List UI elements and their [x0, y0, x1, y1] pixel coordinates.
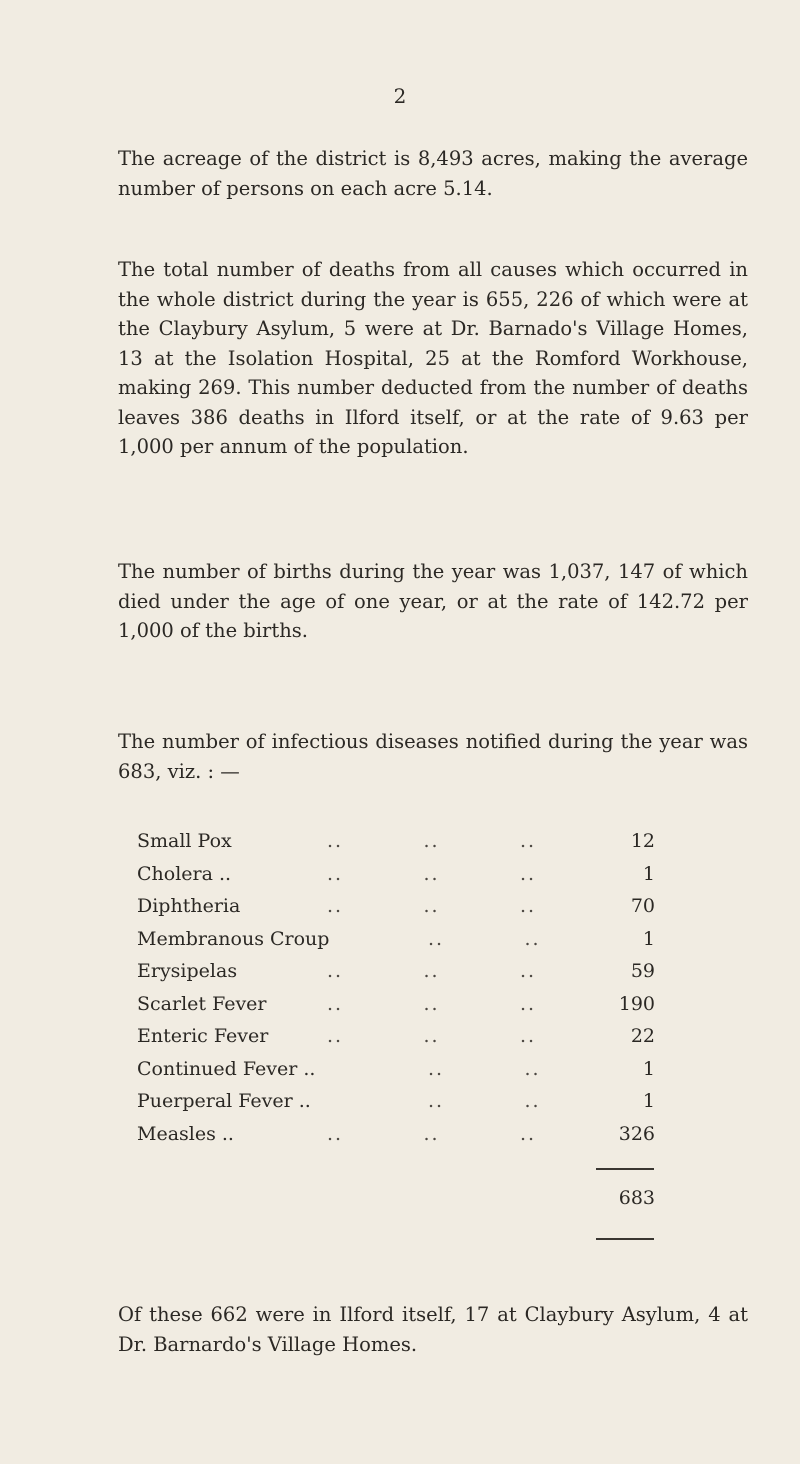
leader-dots: .. .. ..	[327, 830, 537, 852]
disease-name: Diphtheria	[137, 895, 241, 917]
leader-dots: .. .. ..	[327, 862, 537, 885]
page-number: 2	[393, 84, 407, 108]
sum-rule-top	[596, 1168, 654, 1170]
disease-count: 326	[618, 1122, 655, 1145]
deaths-paragraph: The total number of deaths from all causes which occurred in the whole district during the year is 655, 226 of which were at the Claybury Asylum, 5 were at Dr. Barnado's Village Homes, 13 at the Isolation Hospital, 25 at the Romford Workhouse, making 269. This number deducted from the number of deaths leaves 386 deaths in Ilford itself, or at the rate of 9.63 per 1,000 per annum of the population.	[118, 258, 748, 458]
leader-dots: .. ..	[428, 1057, 541, 1080]
leader-dots: .. .. ..	[327, 1122, 537, 1145]
disease-count: 70	[630, 895, 655, 917]
leader-dots: .. ..	[428, 1090, 541, 1112]
disease-count: 22	[630, 1025, 655, 1047]
disease-row	[137, 1123, 657, 1156]
disease-name: Small Pox	[137, 830, 232, 852]
leader-dots: .. .. ..	[327, 992, 537, 1015]
leader-dots: .. ..	[428, 927, 541, 950]
disease-row	[137, 1025, 657, 1058]
disease-row	[137, 863, 657, 896]
total-count: 683	[618, 1187, 655, 1209]
disease-count: 59	[630, 960, 655, 982]
disease-name: Continued Fever ..	[137, 1057, 316, 1080]
leader-dots: .. .. ..	[327, 1025, 537, 1047]
disease-count: 1	[642, 862, 655, 885]
disease-row	[137, 928, 657, 961]
infectious-diseases-paragraph: The number of infectious diseases notified during the year was 683, viz. : —	[118, 730, 748, 783]
disease-name: Measles ..	[137, 1122, 234, 1145]
disease-name: Puerperal Fever ..	[137, 1090, 311, 1112]
disease-row	[137, 895, 657, 928]
disease-row	[137, 1058, 657, 1091]
disease-name: Enteric Fever	[137, 1025, 269, 1047]
disease-name: Erysipelas	[137, 960, 238, 982]
conclusion-paragraph: Of these 662 were in Ilford itself, 17 at Claybury Asylum, 4 at Dr. Barnardo's Village Homes.	[118, 1303, 748, 1356]
acreage-paragraph: The acreage of the district is 8,493 acres, making the average number of persons on each acre 5.14.	[118, 147, 748, 200]
sum-rule-bottom	[596, 1238, 654, 1240]
disease-row	[137, 830, 657, 863]
disease-row	[137, 993, 657, 1026]
disease-count: 1	[642, 927, 655, 950]
births-paragraph: The number of births during the year was 1,037, 147 of which died under the age of one year, or at the rate of 142.72 per 1,000 of the births.	[118, 560, 748, 642]
disease-name: Scarlet Fever	[137, 992, 267, 1015]
disease-count: 190	[618, 992, 655, 1015]
leader-dots: .. .. ..	[327, 960, 537, 982]
disease-name: Membranous Croup	[137, 927, 330, 950]
disease-count: 1	[642, 1090, 655, 1112]
diseases-table	[137, 830, 657, 1155]
disease-name: Cholera ..	[137, 862, 232, 885]
disease-row	[137, 960, 657, 993]
disease-count: 1	[642, 1057, 655, 1080]
disease-count: 12	[630, 830, 655, 852]
disease-row	[137, 1090, 657, 1123]
leader-dots: .. .. ..	[327, 895, 537, 917]
